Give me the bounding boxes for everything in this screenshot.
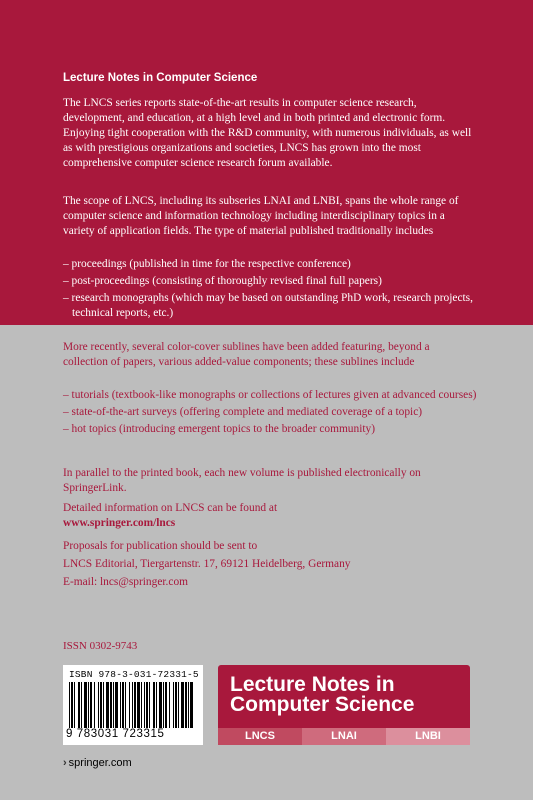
parallel-paragraph: In parallel to the printed book, each new volume is published electronically on SpringerLink. bbox=[63, 467, 421, 494]
barcode-bar bbox=[71, 682, 73, 728]
barcode-bar bbox=[153, 682, 155, 728]
publisher-name: springer.com bbox=[68, 757, 132, 769]
barcode-bar bbox=[134, 682, 136, 728]
sublines-list bbox=[63, 388, 483, 439]
barcode-bars bbox=[69, 682, 197, 728]
list-item: – proceedings (published in time for the respective conference) bbox=[63, 258, 351, 270]
publisher-logo bbox=[63, 757, 132, 769]
barcode-bar bbox=[144, 682, 145, 728]
barcode-bar bbox=[103, 682, 104, 728]
barcode-bar bbox=[113, 682, 114, 728]
barcode-bar bbox=[159, 682, 162, 728]
subseries-tab-lnai: LNAI bbox=[302, 728, 386, 745]
barcode-bar bbox=[110, 682, 112, 728]
series-logo-box bbox=[218, 665, 470, 745]
barcode-bar bbox=[185, 682, 187, 728]
barcode-bar bbox=[149, 682, 150, 728]
list-item: – research monographs (which may be based on outstanding PhD work, research projects, technical reports, etc.) bbox=[63, 292, 473, 319]
barcode-bar bbox=[74, 682, 75, 728]
list-item: – tutorials (textbook-like monographs or collections of lectures given at advanced courses) bbox=[63, 389, 477, 401]
barcode-bar bbox=[173, 682, 174, 728]
barcode-bar bbox=[146, 682, 148, 728]
barcode-bar bbox=[169, 682, 170, 728]
subseries-tab-lncs: LNCS bbox=[218, 728, 302, 745]
series-logo-line1: Lecture Notes in bbox=[230, 673, 395, 696]
barcode-bar bbox=[100, 682, 102, 728]
barcode-bar bbox=[141, 682, 142, 728]
material-list bbox=[63, 257, 483, 323]
scope-paragraph: The scope of LNCS, including its subseries LNAI and LNBI, spans the whole range of computer science and information technology including interdisciplinary topics in a variety of application fields. The type of material published traditionally includes bbox=[63, 195, 459, 237]
barcode-bar bbox=[132, 682, 133, 728]
detailed-info-line: Detailed information on LNCS can be found at bbox=[63, 502, 278, 514]
barcode-bar bbox=[137, 682, 140, 728]
barcode-bar bbox=[69, 682, 70, 728]
series-logo-line2: Computer Science bbox=[230, 693, 415, 716]
barcode-bar bbox=[78, 682, 80, 728]
series-logo-title bbox=[230, 675, 414, 715]
barcode-bar bbox=[178, 682, 179, 728]
chevron-right-icon: › bbox=[63, 757, 67, 769]
barcode-bar bbox=[188, 682, 189, 728]
barcode-bar bbox=[94, 682, 95, 728]
issn-number: ISSN 0302-9743 bbox=[63, 640, 138, 652]
barcode-bar bbox=[115, 682, 118, 728]
barcode-bar bbox=[90, 682, 92, 728]
barcode-bar bbox=[175, 682, 177, 728]
barcode-digits: 9 783031 723315 bbox=[66, 728, 165, 740]
barcode-bar bbox=[125, 682, 126, 728]
barcode-bar bbox=[106, 682, 109, 728]
list-item: – hot topics (introducing emergent topics to the broader community) bbox=[63, 423, 376, 435]
barcode-bar bbox=[120, 682, 121, 728]
barcode-bar bbox=[181, 682, 184, 728]
barcode-bar bbox=[165, 682, 167, 728]
barcode-bar bbox=[190, 682, 193, 728]
email-line: E-mail: lncs@springer.com bbox=[63, 576, 189, 588]
barcode-bar bbox=[88, 682, 89, 728]
list-item: – state-of-the-art surveys (offering complete and mediated coverage of a topic) bbox=[63, 406, 423, 418]
barcode-bar bbox=[122, 682, 124, 728]
series-heading: Lecture Notes in Computer Science bbox=[63, 72, 258, 84]
barcode-bar bbox=[156, 682, 157, 728]
subseries-tabs bbox=[218, 728, 470, 745]
subseries-tab-lnbi: LNBI bbox=[386, 728, 470, 745]
series-url-link[interactable]: www.springer.com/lncs bbox=[63, 517, 176, 529]
list-item: – post-proceedings (consisting of thoroughly revised final full papers) bbox=[63, 275, 382, 287]
barcode-bar bbox=[163, 682, 164, 728]
sublines-paragraph: More recently, several color-cover sublines have been added featuring, beyond a collection of papers, various added-value components; these sublines include bbox=[63, 341, 430, 368]
intro-paragraph: The LNCS series reports state-of-the-art results in computer science research, development, and education, at a high level and in both printed and electronic form. Enjoying tight cooperation with the R&D community, with numerous individuals, as well as with prestigious organizations and societies, LNCS has grown into the most comprehensive computer science research forum available. bbox=[63, 97, 472, 169]
barcode-bar bbox=[84, 682, 87, 728]
barcode-bar bbox=[81, 682, 82, 728]
isbn-barcode bbox=[63, 665, 203, 745]
barcode-bar bbox=[129, 682, 130, 728]
proposals-line: Proposals for publication should be sent to bbox=[63, 540, 258, 552]
barcode-bar bbox=[98, 682, 99, 728]
address-line: LNCS Editorial, Tiergartenstr. 17, 69121 Heidelberg, Germany bbox=[63, 558, 351, 570]
isbn-label: ISBN 978-3-031-72331-5 bbox=[69, 669, 199, 680]
crimson-section bbox=[0, 0, 533, 325]
